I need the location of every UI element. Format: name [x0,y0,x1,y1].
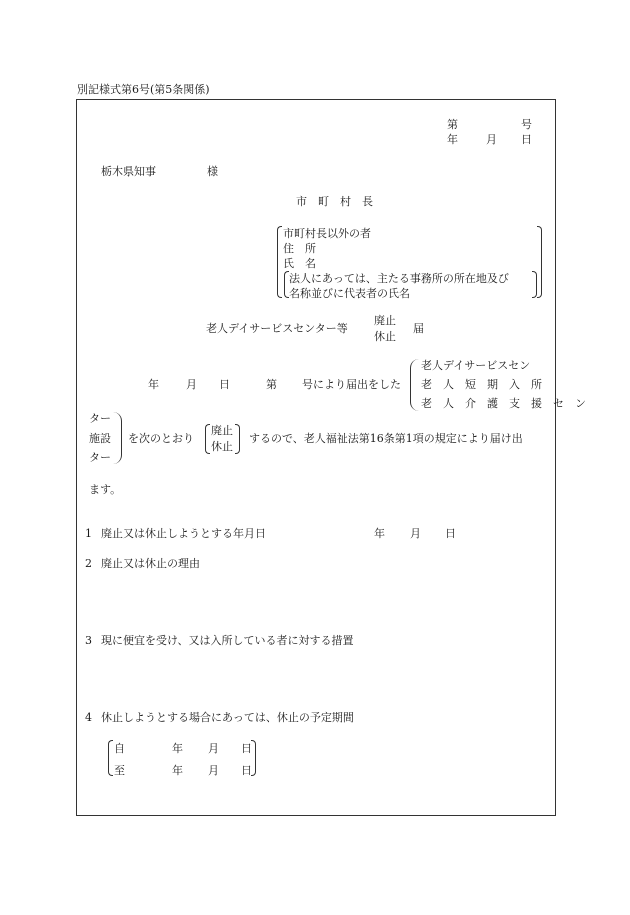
sender-bracket-right [537,226,542,298]
facility-paren-left [410,359,419,411]
item-1-year: 年 [374,527,385,540]
item-1-text: 廃止又は休止しようとする年月日 [101,527,266,540]
date-day-label: 日 [521,133,532,146]
date-month-label: 月 [486,133,497,146]
body-number-suffix: 号により届出をした [302,378,401,391]
body-month: 月 [186,378,197,391]
item-1-month: 月 [410,527,421,540]
item-2-number: 2 [85,557,92,570]
period-bracket-left [108,740,113,776]
item-1-number: 1 [85,527,92,540]
corp-bracket-right [532,271,537,298]
body-rest-text: するので、老人福祉法第16条第1項の規定により届け出 [249,432,523,445]
sender-address-label: 住 所 [283,242,316,255]
body-end-text: ます。 [89,483,122,496]
period-to: 至 [114,764,125,777]
sender-bracket-left [277,226,282,298]
action-bracket-right [235,424,240,454]
period-from-day: 日 [241,742,252,755]
item-4-number: 4 [85,711,92,724]
body-choice-suspend: 休止 [211,440,233,453]
subject-suffix: 届 [413,322,424,335]
item-4-text: 休止しようとする場合にあっては、休止の予定期間 [101,711,354,724]
sender-name-label: 氏 名 [283,257,316,270]
form-title: 別記様式第6号(第5条関係) [77,83,210,96]
facility-3-text: 老 人 介 護 支 援 セ ン [421,397,586,410]
sender-other-title: 市町村長以外の者 [283,227,371,240]
addressee-name: 栃木県知事 [101,165,156,178]
date-year-label: 年 [447,133,458,146]
item-2-text: 廃止又は休止の理由 [101,557,200,570]
facility-2-text: 老 人 短 期 入 所 [421,378,542,391]
body-next-text: を次のとおり [128,432,194,445]
number-suffix: 号 [521,118,532,131]
facility-3 [421,397,586,410]
subject-prefix: 老人デイサービスセンター等 [206,322,348,335]
number-label: 第 [447,118,458,131]
sender-corp-line2: 名称並びに代表者の氏名 [289,287,410,300]
body-year: 年 [148,378,159,391]
action-bracket-left [205,424,210,454]
body-number-prefix: 第 [266,378,277,391]
item-1-day: 日 [445,527,456,540]
period-to-year: 年 [172,764,183,777]
body-choice-abolish: 廃止 [211,424,233,437]
facility-cont-2: 施設 [89,432,111,445]
period-from: 自 [114,742,125,755]
period-from-year: 年 [172,742,183,755]
item-3-text: 現に便宜を受け、又は入所している者に対する措置 [101,634,354,647]
body-day: 日 [219,378,230,391]
subject-choice-abolish: 廃止 [374,314,396,327]
facility-cont-1: ター [89,412,111,425]
facility-paren-right [113,412,122,464]
period-to-month: 月 [208,764,219,777]
facility-1: 老人デイサービスセン [421,359,531,372]
period-to-day: 日 [241,764,252,777]
subject-choice-suspend: 休止 [374,330,396,343]
period-from-month: 月 [208,742,219,755]
item-3-number: 3 [85,634,92,647]
sender-corp-line1: 法人にあっては、主たる事務所の所在地及び [289,272,509,285]
facility-cont-3: ター [89,451,111,464]
addressee-honorific: 様 [207,165,218,178]
sender-mayor: 市 町 村 長 [296,195,373,208]
facility-2 [421,379,541,390]
